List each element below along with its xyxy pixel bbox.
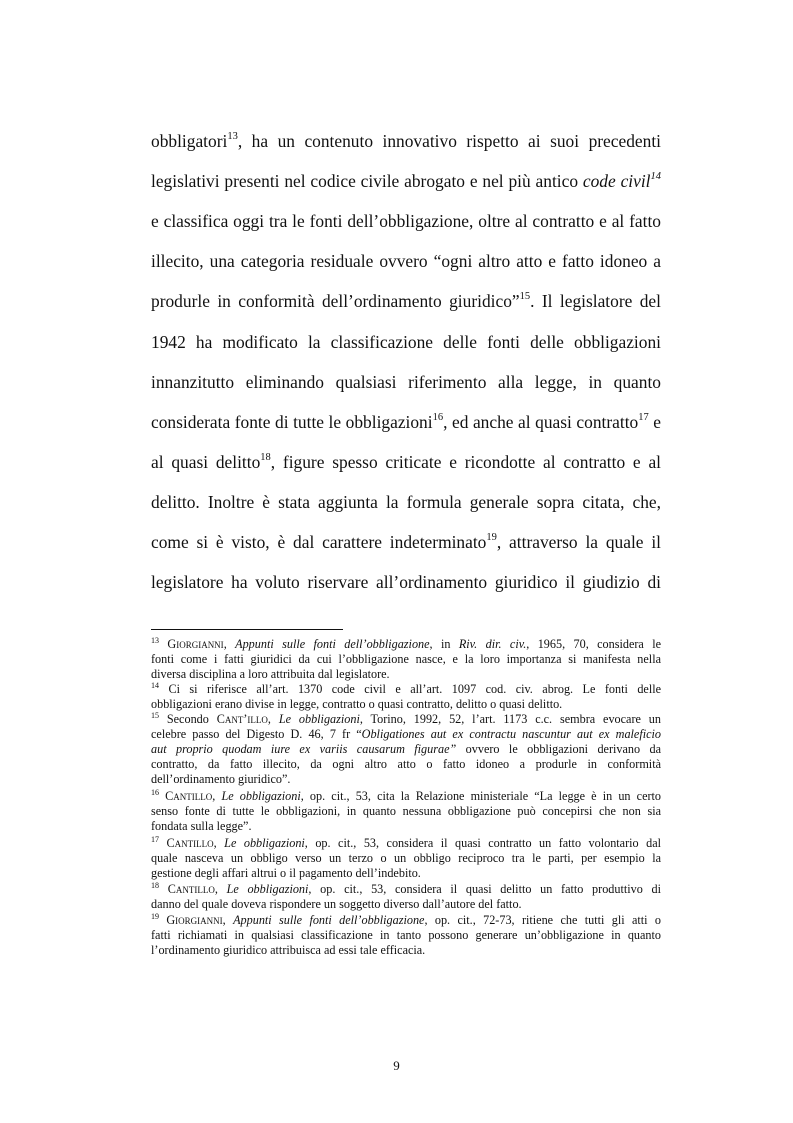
- text-run: , ha un contenuto innovativo rispetto ai suoi precedenti: [237, 131, 661, 151]
- text-run: produrle in conformità dell’ordinamento giuridico”: [151, 291, 520, 311]
- footnote-line: senso fonte di tutte le obbligazioni, in quanto nessuna obbligazione può concepirsi che non sia: [151, 804, 661, 818]
- text-run: ,: [212, 789, 222, 803]
- footnote-ref: 15: [519, 291, 531, 302]
- text-run: ,: [214, 882, 227, 896]
- footnote-13: [151, 637, 661, 651]
- footnote-number: 16: [151, 788, 159, 797]
- text-run: [159, 836, 167, 850]
- text-run: , attraverso la quale il: [496, 532, 661, 552]
- footnote-line: obbligazioni erano divise in legge, contratto o quasi contratto, delitto o quasi delitto.: [151, 697, 563, 711]
- text-line: [151, 289, 661, 313]
- footnote-line: diversa disciplina a loro attribuita dal legislatore.: [151, 667, 390, 681]
- text-run: Secondo: [159, 712, 217, 726]
- footnote-18: [151, 882, 661, 896]
- footnote-16: [151, 789, 661, 803]
- italic-term: code civil: [582, 171, 651, 191]
- footnote-ref: 17: [638, 412, 649, 423]
- journal-title: Riv. dir. civ.: [458, 637, 527, 651]
- work-title: Appunti sulle fonti dell’obbligazione: [235, 637, 430, 651]
- footnote-17: [151, 836, 661, 850]
- footnote-line: l’ordinamento giuridico attribuisca ad essi tale efficacia.: [151, 943, 426, 957]
- footnote-14: [151, 682, 661, 696]
- text-run: ,: [223, 637, 236, 651]
- text-run: , ed anche al quasi contratto: [443, 412, 639, 432]
- author-name: Cantillo: [166, 836, 214, 850]
- author-name: Cantillo: [165, 789, 213, 803]
- footnote-line: danno del quale doveva rispondere un soggetto diverso dall’autore del fatto.: [151, 897, 522, 911]
- footnote-line: fondata sulla legge”.: [151, 819, 252, 833]
- text-line: delitto. Inoltre è stata aggiunta la formula generale sopra citata, che,: [151, 492, 661, 512]
- text-run: , Torino, 1992, 52, l’art. 1173 c.c. sembra evocare un: [359, 712, 661, 726]
- text-line: illecito, una categoria residuale ovvero “ogni altro atto e fatto idoneo a: [151, 251, 661, 271]
- latin-quote: Obligationes aut ex contractu nascuntur aut ex maleficio: [361, 727, 661, 741]
- footnote-number: 15: [151, 711, 159, 720]
- text-run: Ci si riferisce all’art. 1370 code civil e all’art. 1097 cod. civ. abrog. Le fonti delle: [159, 682, 661, 696]
- footnote-19: [151, 913, 661, 927]
- work-title: Appunti sulle fonti dell’obbligazione: [233, 913, 425, 927]
- text-run: , op. cit., 53, considera il quasi contratto un fatto volontario dal: [304, 836, 662, 850]
- text-run: ,: [213, 836, 225, 850]
- page-number: 9: [393, 1058, 400, 1073]
- work-title: Le obbligazioni: [226, 882, 309, 896]
- text-line: e classifica oggi tra le fonti dell’obbligazione, oltre al contratto e al fatto: [151, 211, 661, 231]
- footnote-line: fatti richiamati in qualsiasi classificazione in tanto possono generare un’obbligazione in quanto: [151, 928, 661, 942]
- footnote-ref: 16: [432, 412, 444, 423]
- text-line: [151, 169, 661, 193]
- text-run: celebre passo del Digesto D. 46, 7 fr “: [151, 727, 362, 741]
- text-run: , op. cit., 72-73, ritiene che tutti gli atti o: [424, 913, 662, 927]
- text-run: . Il legislatore del: [530, 291, 661, 311]
- text-run: , op. cit., 53, cita la Relazione ministeriale “La legge è in un certo: [300, 789, 662, 803]
- latin-quote: aut proprio quodam iure ex variis causarum figurae”: [151, 742, 457, 756]
- text-run: ,: [222, 913, 234, 927]
- text-line: [151, 450, 661, 474]
- author-name: Cantillo: [167, 882, 215, 896]
- text-run: legislativi presenti nel codice civile abrogato e nel più antico: [151, 171, 583, 191]
- footnote-number: 19: [151, 912, 159, 921]
- text-line: 1942 ha modificato la classificazione delle fonti delle obbligazioni: [151, 332, 661, 352]
- footnote-ref: 14: [650, 171, 661, 182]
- text-run: al quasi delitto: [151, 452, 261, 472]
- text-line: legislatore ha voluto riservare all’ordinamento giuridico il giudizio di: [151, 572, 661, 592]
- footnote-ref: 13: [227, 131, 238, 142]
- text-line: [151, 530, 661, 554]
- text-run: , figure spesso criticate e ricondotte al contratto e al: [270, 452, 661, 472]
- work-title: Le obbligazioni: [278, 712, 360, 726]
- footnote-line: [151, 727, 661, 741]
- footnote-line: fonti come i fatti giuridici da cui l’obbligazione nasce, e la loro importanza si manifesta nella: [151, 652, 661, 666]
- text-run: ,: [267, 712, 279, 726]
- footnote-number: 17: [151, 835, 159, 844]
- work-title: Le obbligazioni: [224, 836, 305, 850]
- text-run: come si è visto, è dal carattere indeterminato: [151, 532, 487, 552]
- footnote-ref: 19: [486, 532, 497, 543]
- author-name: Giorgianni: [166, 913, 223, 927]
- text-line: [151, 129, 661, 153]
- footnote-line: gestione degli affari altrui o il pagamento dell’indebito.: [151, 866, 421, 880]
- footnote-number: 13: [151, 636, 159, 645]
- text-run: , in: [429, 637, 459, 651]
- footnote-ref: 18: [260, 452, 271, 463]
- footnote-separator: [151, 629, 343, 630]
- footnote-15: [151, 712, 661, 726]
- text-run: considerata fonte di tutte le obbligazioni: [151, 412, 433, 432]
- text-run: e: [648, 412, 661, 432]
- footnote-line: quale nasceva un obbligo verso un terzo o un obbligo reciproco tra le parti, per esempio la: [151, 851, 661, 865]
- text-run: , op. cit., 53, considera il quasi delitto un fatto produttivo di: [308, 882, 662, 896]
- text-line: [151, 410, 661, 434]
- author-name: Giorgianni: [167, 637, 224, 651]
- footnote-line: contratto, da fatto illecito, da ogni altro atto o fatto idoneo a produrle in conformità: [151, 757, 661, 771]
- text-run: ovvero le obbligazioni derivano da: [456, 742, 661, 756]
- text-line: innanzitutto eliminando qualsiasi riferimento alla legge, in quanto: [151, 372, 661, 392]
- author-name: Cant’illo: [216, 712, 268, 726]
- work-title: Le obbligazioni: [221, 789, 301, 803]
- text-run: , 1965, 70, considera le: [526, 637, 661, 651]
- text-run: obbligatori: [151, 131, 228, 151]
- text-run: [159, 882, 168, 896]
- footnote-number: 14: [151, 681, 159, 690]
- footnote-line: [151, 742, 661, 756]
- footnote-line: dell’ordinamento giuridico”.: [151, 772, 291, 786]
- footnote-number: 18: [151, 881, 159, 890]
